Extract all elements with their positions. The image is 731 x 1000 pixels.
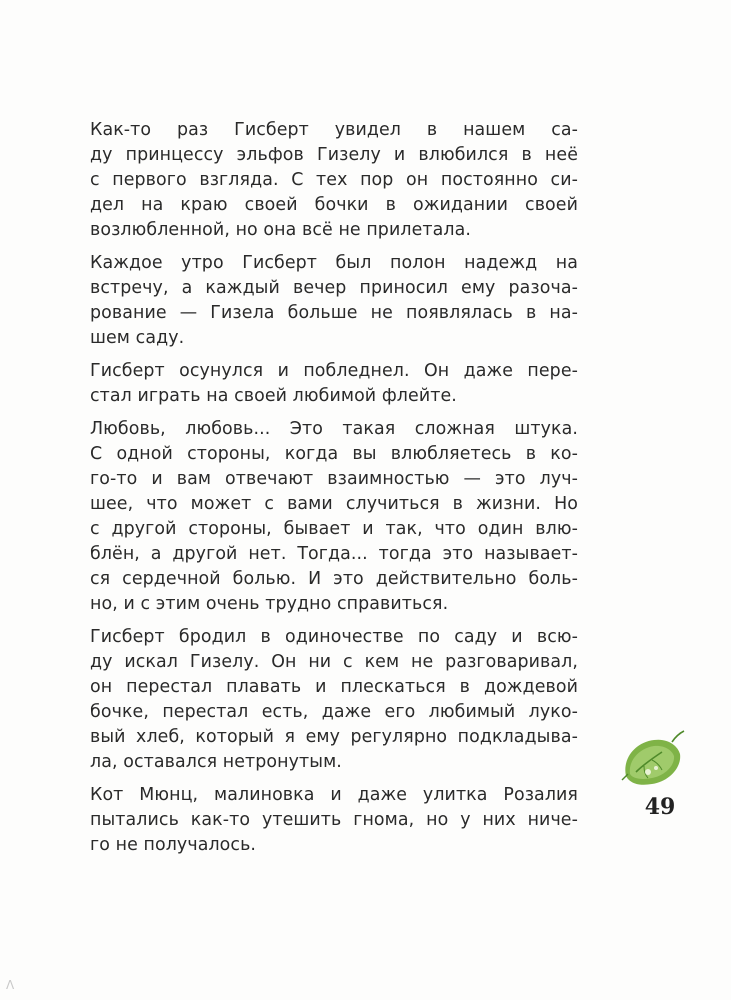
text-line: с другой стороны, бывает и так, что один влю- — [90, 519, 578, 539]
leaf-icon — [618, 728, 688, 790]
text-line: го не получалось. — [90, 835, 257, 855]
paragraph — [90, 417, 578, 617]
text-line: стал играть на своей любимой флейте. — [90, 386, 457, 406]
text-line: Кот Мюнц, малиновка и даже улитка Розалия — [90, 785, 578, 805]
text-line: С одной стороны, когда вы влюбляетесь в ко- — [90, 444, 578, 464]
text-line: Как-то раз Гисберт увидел в нашем са- — [90, 120, 578, 140]
text-line: Гисберт бродил в одиночестве по саду и всю- — [90, 627, 578, 647]
text-line: шем саду. — [90, 328, 185, 348]
text-line: вый хлеб, который я ему регулярно подкладыва- — [90, 727, 578, 747]
text-line: го-то и вам отвечают взаимностью — это луч- — [90, 469, 578, 489]
paragraph — [90, 251, 578, 351]
text-line: возлюбленной, но она всё не прилетала. — [90, 220, 471, 240]
page-number: 49 — [644, 794, 676, 820]
text-line: он перестал плавать и плескаться в дождевой — [90, 677, 578, 697]
text-line: встречу, а каждый вечер приносил ему разоча- — [90, 278, 578, 298]
text-line: ду принцессу эльфов Гизелу и влюбился в неё — [90, 145, 578, 165]
text-line: ду искал Гизелу. Он ни с кем не разговаривал, — [90, 652, 578, 672]
text-line: шее, что может с вами случиться в жизни. Но — [90, 494, 578, 514]
text-line: Любовь, любовь... Это такая сложная штука. — [90, 419, 578, 439]
text-line: дел на краю своей бочки в ожидании своей — [90, 195, 578, 215]
text-line: Гисберт осунулся и побледнел. Он даже пере- — [90, 361, 578, 381]
text-line: ла, оставался нетронутым. — [90, 752, 342, 772]
paragraph — [90, 783, 578, 858]
paragraph — [90, 359, 578, 409]
text-line: но, и с этим очень трудно справиться. — [90, 594, 449, 614]
paragraph — [90, 118, 578, 243]
body-text — [90, 118, 578, 866]
paragraph — [90, 625, 578, 775]
text-line: Каждое утро Гисберт был полон надежд на — [90, 253, 578, 273]
corner-mark: Λ — [6, 978, 15, 992]
text-line: с первого взгляда. С тех пор он постоянно си- — [90, 170, 578, 190]
text-line: блён, а другой нет. Тогда... тогда это называет- — [90, 544, 578, 564]
text-line: ся сердечной болью. И это действительно боль- — [90, 569, 578, 589]
text-line: пытались как-то утешить гнома, но у них ниче- — [90, 810, 578, 830]
text-line: рование — Гизела больше не появлялась в на- — [90, 303, 578, 323]
text-line: бочке, перестал есть, даже его любимый луко- — [90, 702, 578, 722]
